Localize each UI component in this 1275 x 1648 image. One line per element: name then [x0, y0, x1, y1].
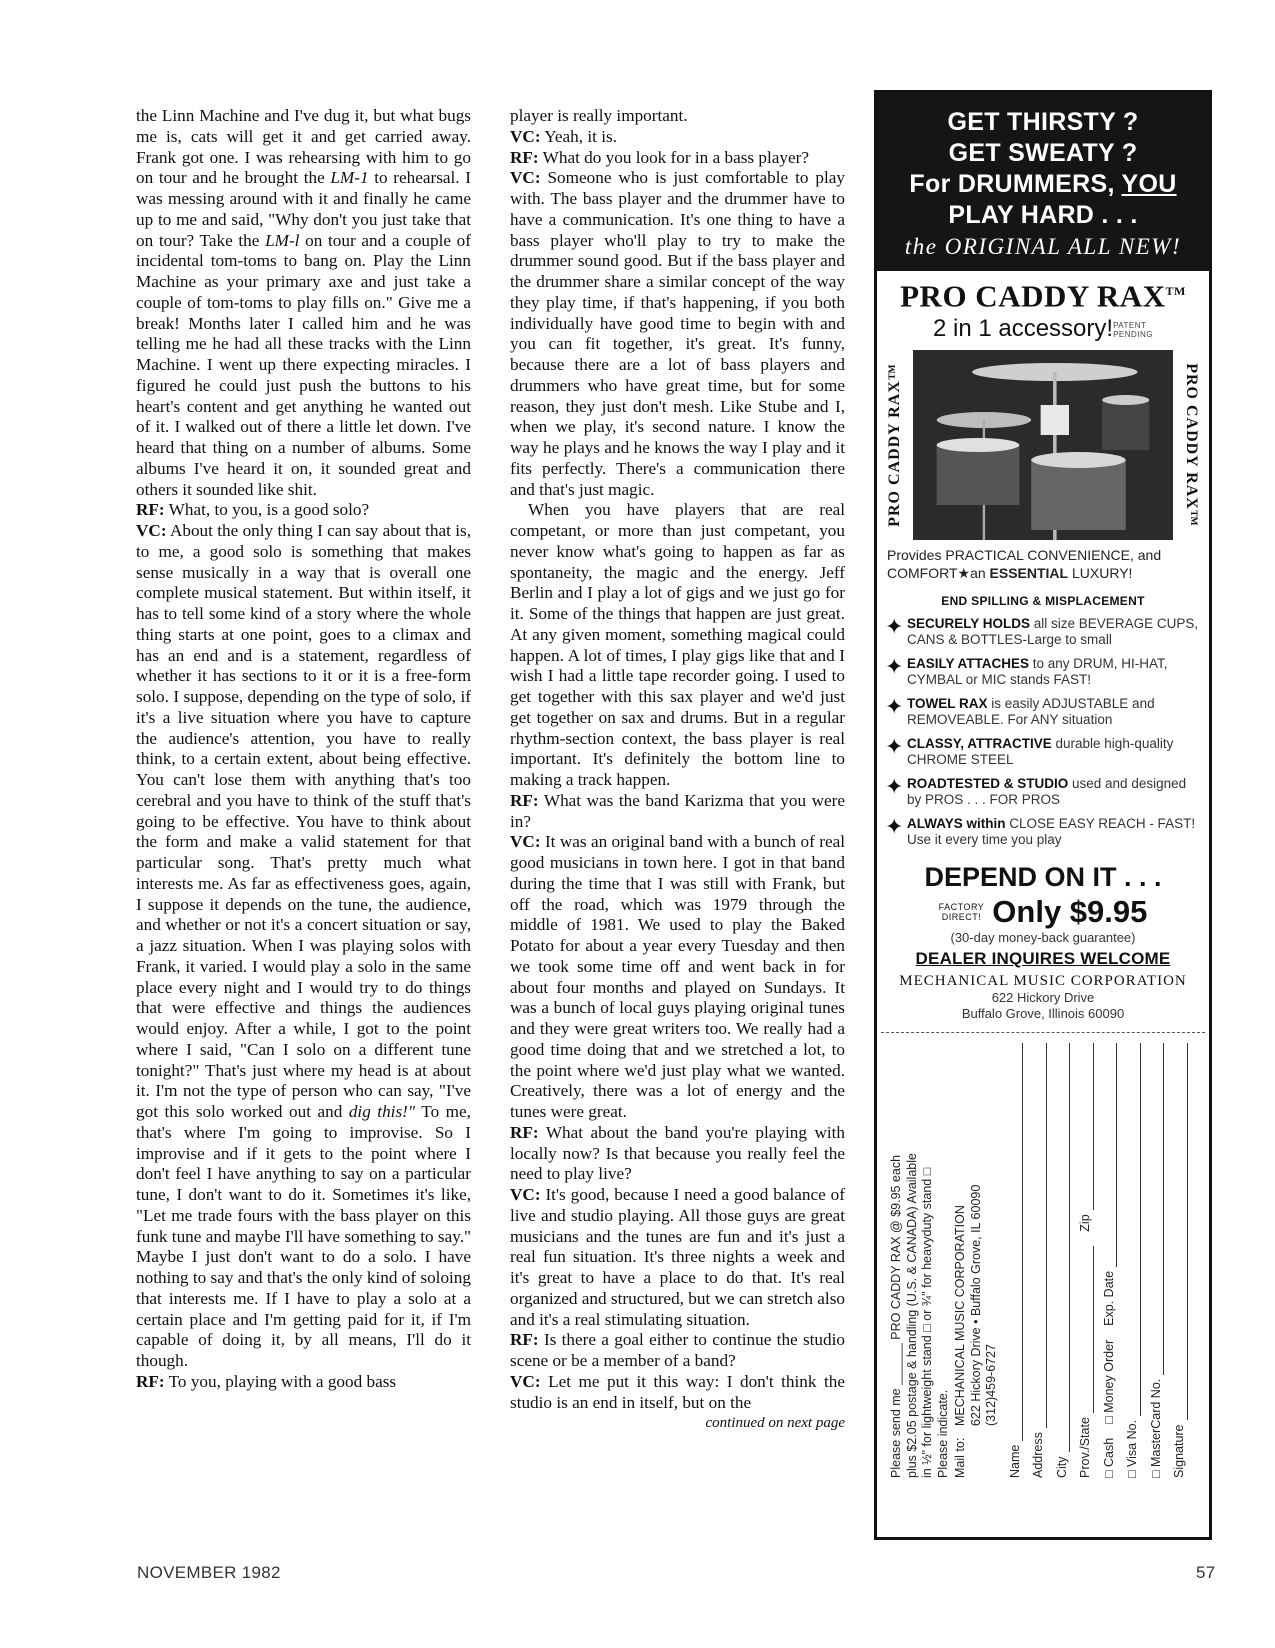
answer — [510, 1185, 845, 1330]
field-line[interactable] — [1057, 1043, 1070, 1452]
bold-text: SECURELY HOLDS — [907, 616, 1031, 632]
paragraph — [510, 106, 845, 127]
footer-date: NOVEMBER 1982 — [137, 1563, 281, 1582]
coupon-field-visa[interactable] — [1125, 1043, 1141, 1478]
coupon-line: Please send me ______ PRO CADDY RAX @ $9.95 each — [889, 1155, 903, 1479]
field-line[interactable] — [1128, 1043, 1141, 1416]
checkbox-label[interactable]: □ Money Order — [1101, 1340, 1116, 1425]
speaker-label: VC: — [510, 1185, 541, 1204]
ad-feature — [885, 776, 1201, 808]
text: Mail to: — [953, 1438, 967, 1479]
text: the Linn Machine and I've dug it, but what bugs me is, cats will get it and get carried away. Frank got one. I was rehearsing with him to go on tour and he brought the — [136, 106, 471, 188]
text: used and designed by PROS . . . FOR PROS — [907, 776, 1187, 808]
field-line[interactable] — [1175, 1043, 1188, 1420]
text: About the only thing I can say about that is, to me, a good solo is something that makes sense musically in a way that is overall one complete musical statement. But within itself, it has to tell some kind of a story where the whole thing starts at one point, goes to a climax and has an end and is a statement, regardless of whether it has sections to it or it is a free-form solo. I suppose, depending on the type of solo, if it's a live situation where you have to capture the audience's attention, you have to really think, to a certain extent, about being effective. You can't lose them with anything that's too cerebral and you have to think of the stuff that's going to be effective. You have to think about the form and make a valid statement for that particular song. That's pretty much what interests me. As far as effectiveness goes, again, I suppose it depends on the tune, the audience, and whether or not it's a concert situation or say, a jazz situation. When I was playing solos with Frank, it varied. I would play a solo in the same place every night and I would try to do things that were effective and things the audiences would enjoy. After a while, I got to the point where I said, "Can I solo on a different tune tonight?" That's just where my head is at about it. I'm not the type of person who can say, "I've got this solo worked out and — [136, 521, 471, 1121]
text: What, to you, is a good solo? — [164, 500, 370, 520]
spacer — [969, 1426, 985, 1478]
coupon-field-mastercard[interactable] — [1149, 1043, 1165, 1478]
ad-guarantee: (30-day money-back guarantee) — [950, 930, 1136, 946]
checkbox-label[interactable]: □ MasterCard No. — [1148, 1379, 1163, 1479]
bold-text: ALWAYS within — [907, 816, 1006, 832]
speaker-label: RF: — [136, 500, 165, 520]
ad-feature — [885, 696, 1201, 728]
continued-note: continued on next page — [705, 1415, 845, 1432]
speaker-label: VC: — [510, 168, 541, 188]
ad-product-photo — [883, 350, 1203, 540]
question — [510, 1330, 845, 1372]
speaker-label: RF: — [510, 1330, 539, 1350]
mail-row — [984, 1043, 1000, 1478]
answer — [510, 127, 845, 148]
paragraph — [136, 106, 471, 500]
text: LUXURY! — [1068, 565, 1133, 582]
question — [510, 148, 845, 169]
speaker-label: RF: — [136, 1371, 165, 1391]
text: It's good, because I need a good balance of live and studio playing. All those guys are great musicians and the tunes are fun and it's just a real fun situation. It's three nights a week and it's great to have a place to do that. It's real organized and structured, but we can stretch also and it's a real stimulating situation. — [510, 1185, 845, 1329]
star-icon: ✦ — [885, 734, 904, 760]
coupon-line: Please indicate. — [935, 1390, 950, 1479]
speaker-label: RF: — [510, 790, 539, 810]
ad-address-line: Buffalo Grove, Illinois 60090 — [961, 1006, 1125, 1022]
coupon-field-city[interactable] — [1055, 1043, 1071, 1478]
speaker-label: VC: — [510, 1371, 541, 1391]
ad-price: Only $9.95 — [992, 894, 1148, 930]
order-coupon — [881, 1032, 1205, 1488]
question — [510, 791, 845, 833]
patent-note — [1113, 321, 1153, 339]
feature-text — [907, 776, 1201, 808]
side-label-right — [1179, 350, 1203, 540]
spacer — [984, 1426, 1000, 1478]
feature-text — [907, 736, 1201, 768]
star-icon: ✦ — [885, 654, 904, 680]
ad-dealer-line: DEALER INQUIRES WELCOME — [915, 949, 1171, 969]
field-label: Prov./State — [1078, 1417, 1092, 1479]
text: 622 Hickory Drive • Buffalo Grove, IL 60090 — [968, 1185, 983, 1427]
text: For DRUMMERS, — [909, 170, 1122, 198]
question — [136, 500, 471, 521]
text: Someone who is just comfortable to play with. The bass player and the drummer have to have a communication. It's one thing to have a bass player who'll play to try to make the drummer sound good. But if the bass player and the drummer share a similar concept of the way they play time, if that's happening, if you both individually have good time to begin with and you can fit together, it's great. It's funny, because there are a lot of bass players and drummers who have great time, but for some reason, they just don't mesh. Like Stube and I, when we play, it's second nature. I know the way he plays and he knows the way I play and it fits perfectly. There's a communication there and that's just magic. — [510, 168, 845, 499]
star-icon: ✦ — [885, 614, 904, 640]
field-label: Signature — [1172, 1424, 1186, 1479]
text: DIRECT! — [941, 912, 982, 923]
ad-address-line: 622 Hickory Drive — [991, 990, 1095, 1006]
text: 2 in 1 accessory! — [932, 315, 1114, 343]
field-label: Name — [1007, 1444, 1022, 1479]
coupon-field-address[interactable] — [1031, 1043, 1047, 1478]
field-line[interactable] — [1034, 1043, 1047, 1428]
text: Yeah, it is. — [540, 126, 617, 146]
coupon-field-signature[interactable] — [1172, 1043, 1188, 1478]
page-number: 57 — [1196, 1563, 1216, 1582]
star-icon: ✦ — [885, 814, 904, 840]
advertisement — [874, 90, 1212, 1540]
ad-company-name: MECHANICAL MUSIC CORPORATION — [899, 973, 1187, 990]
field-label: Zip — [1078, 1214, 1092, 1233]
text: (312)459-6727 — [984, 1344, 998, 1427]
text: CLOSE EASY REACH - FAST! Use it every time you play — [907, 816, 1196, 848]
text: PENDING — [1113, 329, 1154, 339]
factory-direct-label — [939, 902, 985, 922]
italic-text: dig this!" — [348, 1102, 416, 1121]
ad-feature — [885, 816, 1201, 848]
text: to any DRUM, HI-HAT, CYMBAL or MIC stands FAST! — [907, 656, 1168, 688]
answer — [510, 1372, 845, 1414]
text: To me, that's where I'm going to improvise. So I improvise and if it gets to the point where I don't feel I have anything to say on a particular tune, I don't want to do it. Sometimes it's like, "Let me trade fours with the bass player on this funk tune and maybe I'll have something to say." Maybe I just don't want to do a solo. I have nothing to say and that's the only kind of soloing that interests me. If I have to play a solo at a certain place and I'm getting paid for it, if I'm capable of doing it, by all means, I'll do it though. — [136, 1102, 472, 1370]
ad-provides-text — [887, 546, 1201, 582]
mail-row — [969, 1043, 985, 1478]
ad-price-row — [877, 894, 1209, 930]
ad-headline-line: GET THIRSTY ? — [947, 108, 1139, 136]
bold-text: TOWEL RAX — [907, 696, 988, 712]
bold-text: ESSENTIAL — [989, 565, 1069, 582]
ad-headline-line — [881, 169, 1205, 200]
coupon-line: in ½" for lightweight stand □ or ¾" for heavyduty stand □ — [920, 1168, 934, 1479]
side-label-left — [883, 350, 907, 540]
emphasis-text: YOU — [1121, 170, 1177, 198]
field-line[interactable] — [1151, 1043, 1164, 1375]
text: player is really important. — [510, 106, 688, 125]
ad-feature — [885, 616, 1201, 648]
coupon-field-name[interactable] — [1008, 1043, 1024, 1478]
article-column-2 — [510, 106, 845, 1434]
ad-accessory-line — [877, 314, 1209, 344]
star-icon: ✦ — [885, 694, 904, 720]
bold-text: ROADTESTED & STUDIO — [907, 776, 1069, 792]
text: PRO CADDY RAX™ — [886, 363, 903, 528]
text: PRO CADDY RAX™ — [1183, 363, 1200, 528]
field-label: Address — [1031, 1432, 1045, 1479]
drum-kit-illustration — [913, 350, 1173, 540]
ad-headline-line: GET SWEATY ? — [948, 139, 1138, 167]
text: is easily ADJUSTABLE and REMOVEABLE. For ANY situation — [907, 696, 1155, 728]
checkbox-label[interactable]: □ Visa No. — [1125, 1420, 1139, 1479]
ad-depend-on-it: DEPEND ON IT . . . — [924, 862, 1162, 893]
field-line[interactable] — [1081, 1043, 1094, 1210]
text: PATENT — [1113, 320, 1147, 330]
ad-end-spilling: END SPILLING & MISPLACEMENT — [941, 594, 1145, 609]
text: Provides — [887, 547, 946, 564]
field-line[interactable] — [1104, 1043, 1117, 1267]
text: To you, playing with a good bass — [164, 1371, 397, 1391]
feature-text — [907, 696, 1201, 728]
coupon-field-payment[interactable] — [1102, 1043, 1118, 1478]
text: durable high-quality CHROME STEEL — [907, 736, 1174, 768]
coupon-mail-to — [953, 1043, 1000, 1478]
bold-text: EASILY ATTACHES — [907, 656, 1030, 672]
article-column-1 — [136, 106, 471, 1393]
feature-text — [907, 656, 1201, 688]
answer — [510, 832, 845, 1123]
order-coupon-content — [881, 1033, 1201, 1488]
field-label: Exp. Date — [1101, 1271, 1116, 1327]
speaker-label: VC: — [136, 521, 167, 540]
text: MECHANICAL MUSIC CORPORATION — [953, 1205, 967, 1427]
speaker-label: VC: — [510, 126, 541, 146]
coupon-line: plus $2.05 postage & handling (U.S. & CANADA) Available — [904, 1153, 919, 1479]
paragraph: When you have players that are real competant, or more than just competant, you never know what's going to happen as far as spontaneity, the magic and the energy. Jeff Berlin and I play a lot of gigs and we just go for it. Some of the things that happen are just great. At any given moment, something magical could happen. A lot of times, I play gigs like that and I wish I had a little tape recorder going. I used to get together with this sax player and we'd just get together on sax and drums. But in a regular rhythm-section context, the bass player is real important. It's definitely the bottom line to making a track happen. — [510, 500, 845, 789]
ad-feature — [885, 656, 1201, 688]
feature-text — [907, 616, 1201, 648]
text: What do you look for in a bass player? — [538, 147, 809, 167]
text: ★an — [957, 565, 990, 582]
text: on tour and a couple of incidental tom-toms to bang on. Play the Linn Machine as your primary axe and just take a couple of tom-toms to play fills on." Give me a break! Months later I called him and he was telling me he had all these tracks with the Linn Machine. I went up there expecting miracles. I figured he could just push the buttons to his heart's content and get anything he wanted out of it. I walked out of there a little let down. I've heard that thing on a number of albums. Some albums I've heard it on, it sounded great and others it sounded like shit. — [136, 230, 471, 499]
text: to rehearsal. I was messing around with it and finally he came up to me and said, "Why don't you just take that on tour? Take the — [136, 168, 471, 250]
checkbox-label[interactable]: □ Cash — [1101, 1438, 1116, 1479]
text: , and — [1129, 547, 1162, 564]
italic-text: LM-1 — [330, 168, 369, 188]
drum-photo — [913, 350, 1173, 540]
trademark: TM — [1165, 284, 1186, 298]
text: What about the band you're playing with locally now? Is that because you really feel the need to play live? — [510, 1122, 845, 1184]
speaker-label: VC: — [510, 832, 541, 852]
ad-headline-block — [877, 93, 1209, 271]
italic-text: LM-l — [265, 230, 300, 250]
text: PRACTICAL CONVENIENCE — [945, 547, 1130, 564]
speaker-label: RF: — [510, 147, 539, 167]
question — [510, 1123, 845, 1185]
ad-subhead: the ORIGINAL ALL NEW! — [904, 234, 1182, 259]
answer — [136, 521, 471, 1372]
question — [136, 1372, 471, 1393]
text: all size BEVERAGE CUPS, CANS & BOTTLES-Large to small — [907, 616, 1199, 648]
text: Is there a goal either to continue the studio scene or be a member of a band? — [510, 1330, 845, 1370]
text: PRO CADDY RAX — [900, 278, 1166, 314]
speaker-label: RF: — [510, 1122, 539, 1142]
star-icon: ✦ — [885, 774, 904, 800]
ad-headline-line: PLAY HARD . . . — [948, 201, 1138, 229]
field-line[interactable] — [1081, 1246, 1094, 1413]
text: FACTORY — [938, 902, 985, 913]
text: What was the band Karizma that you were in? — [510, 790, 845, 831]
bold-text: CLASSY, ATTRACTIVE — [907, 736, 1052, 752]
text: It was an original band with a bunch of real good musicians in town here. I got in that band during the time that I was still with Frank, but off the road, which was 1979 through the middle of 1981. We used to play the Baked Potato for about a year every Tuesday and then we took some time off and went back in for about four months and played on Sundays. It was a bunch of local guys playing original tunes and they were great writers too. We really had a good time doing that and we stretched a lot, to the point where we'd just play what we wanted. Creatively, there was a lot of energy and the tunes were great. — [510, 832, 845, 1121]
answer — [510, 168, 845, 500]
feature-text — [907, 816, 1201, 848]
ad-feature — [885, 736, 1201, 768]
coupon-field-state-zip[interactable] — [1078, 1043, 1094, 1478]
field-line[interactable] — [1010, 1043, 1023, 1441]
text: COMFORT — [887, 565, 958, 582]
text: Let me put it this way: I don't think the studio is an end in itself, but on the — [510, 1371, 845, 1412]
ad-brand-name — [877, 273, 1209, 314]
field-label: City — [1054, 1456, 1069, 1479]
mail-row — [953, 1043, 969, 1478]
